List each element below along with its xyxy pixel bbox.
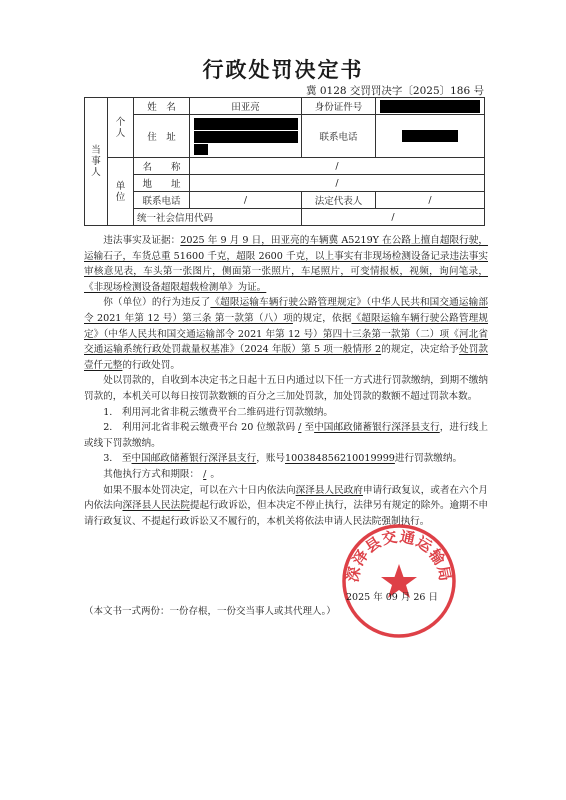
legal-rep-label: 法定代表人: [302, 192, 376, 209]
payment-bank-3: 中国邮政储蓄银行深泽县支行: [131, 453, 257, 465]
payment-method-3-prefix: 3. 至: [103, 453, 132, 465]
payment-code: /: [298, 422, 302, 434]
payment-terms-paragraph: 处以罚款的，自收到本决定书之日起十五日内通过以下任一方式进行罚款缴纳，到期不缴纳罚款的，本机关可以每日按罚款数额的百分之三加处罚款，加处罚款的数额不超过罚款本数。: [84, 375, 488, 402]
payment-method-2: [84, 420, 488, 451]
other-execution-value: /: [203, 468, 207, 480]
decision-mid-1: 的规定，依据: [292, 312, 352, 324]
seal-ring-text: 深泽县交通运输局: [343, 527, 455, 584]
payment-method-3-suffix: 进行罚款缴纳。: [394, 453, 463, 465]
decision-prefix: 你（单位）的行为违反了: [103, 297, 211, 309]
violation-facts-text: 2025 年 9 月 9 日，田亚亮的车辆冀 A5219Y 在公路上擅自超限行驶，运输石子，车货总重 51600 千克，超限 2600 千克，以上事实有非现场检测设备记录违法事实审核意见表，车头第一张图片，侧面第一张照片，车尾照片，可变情报板，视频，询问笔录，《非现场检测设备超限超载检测单》为证。: [84, 235, 489, 293]
legal-rep-value: /: [376, 192, 485, 209]
decision-suffix: 的行政处罚。: [122, 359, 180, 371]
other-execution-paragraph: [84, 467, 488, 483]
name-label: 姓 名: [134, 98, 190, 115]
payment-method-3-mid: ，账号: [256, 453, 286, 465]
review-authority: 深泽县人民政府: [295, 484, 363, 496]
appeal-prefix: 如果不服本处罚决定，可以在六十日内依法向: [103, 484, 296, 496]
document-body: [84, 233, 488, 529]
phone-value: [376, 115, 485, 158]
unit-phone-label: 联系电话: [134, 192, 190, 209]
payment-method-2-mid: 至: [304, 422, 315, 434]
redacted-id: [380, 100, 480, 113]
address-label: 住 址: [134, 115, 190, 158]
violation-facts-lead: 违法事实及证据：: [103, 235, 181, 246]
unit-label-cell: [108, 158, 134, 226]
decision-paragraph: [84, 295, 488, 373]
document-title: 行政处罚决定书: [202, 57, 364, 82]
redacted-address-line-3: [194, 144, 208, 155]
redacted-address-line-1: [194, 118, 298, 130]
decision-mid-2: 的规定，决定给予: [381, 344, 459, 356]
litigation-court: 深泽县人民法院: [122, 500, 190, 512]
payment-method-2-suffix: ，进行线上或线下罚款缴纳。: [84, 422, 489, 449]
payment-bank-2: 中国邮政储蓄银行深泽县支行: [314, 422, 440, 434]
appeal-mid: 申请行政复议，或者在六个月内依法向: [84, 484, 489, 512]
address-value: [190, 115, 302, 158]
legal-basis: 《超限运输车辆行驶公路管理规定》（中华人民共和国交通运输部令 2021 年第 12 号）第四十三条第一款第（二）项《河北省交通运输系统行政处罚裁量权基准》（2024 年版）第 5 项一般情形 2: [84, 312, 489, 356]
party-info-table: [84, 97, 485, 226]
credit-code-value: /: [302, 209, 485, 226]
individual-label-cell: [108, 98, 134, 158]
copies-footnote: （本文书一式两份：一份存根，一份交当事人或其代理人。）: [84, 606, 336, 617]
id-label: 身份证件号: [302, 98, 376, 115]
penalty-amount: 处罚款壹仟元整: [84, 344, 489, 371]
other-execution-suffix: 。: [210, 468, 220, 480]
payment-method-2-prefix: 2. 利用河北省非税云缴费平台 20 位缴款码: [103, 422, 296, 434]
decision-date: 2025 年 09 月 26 日: [346, 592, 438, 603]
unit-label: 单位: [115, 180, 126, 203]
individual-label: 个人: [115, 116, 126, 139]
payment-method-1: 1. 利用河北省非税云缴费平台二维码进行罚款缴纳。: [103, 406, 333, 418]
document-number: 冀 0128 交罚罚决字〔2025〕186 号: [306, 85, 484, 97]
unit-name-label: 名 称: [134, 158, 190, 175]
id-value: [376, 98, 485, 115]
appeal-rest: 提起行政诉讼，但本决定不停止执行，法律另有规定的除外。逾期不申请行政复议、不提起行政诉讼又不履行的，本机关将依法申请人民法院强制执行。: [84, 500, 489, 527]
payment-method-3: [84, 451, 488, 467]
violated-regulation: 《超限运输车辆行驶公路管理规定》（中华人民共和国交通运输部令 2021 年第 12 号）第三条 第一款第（八）项: [84, 297, 488, 324]
party-label: 当事人: [91, 145, 101, 178]
unit-name-value: /: [190, 158, 485, 175]
name-value: 田亚亮: [190, 98, 302, 115]
party-label-cell: [85, 98, 108, 226]
bank-account-number: 100384856210019999: [285, 453, 395, 465]
credit-code-label: 统一社会信用代码: [134, 209, 302, 226]
unit-phone-value: /: [190, 192, 302, 209]
redacted-address-line-2: [194, 131, 298, 143]
other-execution-prefix: 其他执行方式和期限：: [103, 468, 200, 480]
violation-facts-paragraph: [84, 233, 488, 295]
unit-address-value: /: [190, 175, 485, 192]
official-seal-stamp: [340, 522, 458, 640]
phone-label: 联系电话: [302, 115, 376, 158]
redacted-phone: [402, 130, 458, 142]
unit-address-label: 地 址: [134, 175, 190, 192]
